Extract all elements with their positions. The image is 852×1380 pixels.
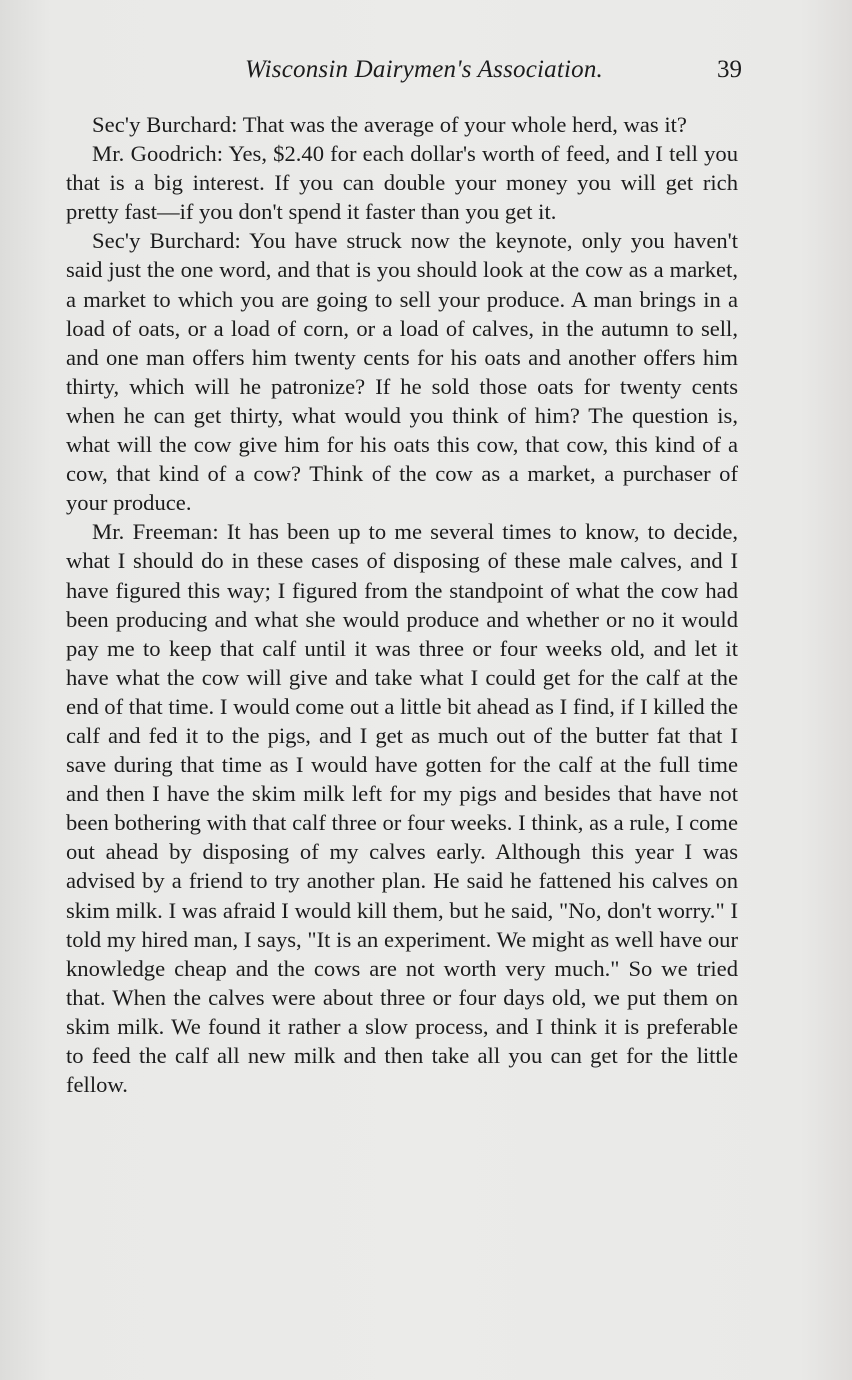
page-header [66,56,742,92]
paragraph [66,226,738,517]
running-title: Wisconsin Dairymen's Association. [244,56,603,83]
paragraph [66,110,738,139]
speaker-name: Sec'y Burchard: [92,112,238,137]
page-number: 39 [717,56,742,83]
paragraph [66,517,738,1099]
speaker-name: Mr. Goodrich: [92,141,224,167]
paragraph-text: That was the average of your whole herd, was it? [237,112,687,137]
body-text [66,110,738,1099]
speaker-name: Mr. Freeman: [92,519,219,545]
paragraph-text: You have struck now the keynote, only you haven't said just the one word, and that is you should look at the cow as a market, a market to which you are going to sell your produce. A man brings in a load of oats, or a load of corn, or a load of calves, in the autumn to sell, and one man offers him twenty cents for his oats and another offers him thirty, which will he patronize? If he sold those oats for twenty cents when he can get thirty, what would you think of him? The question is, what will the cow give him for his oats this cow, that cow, this kind of a cow, that kind of a cow? Think of the cow as a market, a purchaser of your produce. [66,228,739,516]
paragraph [66,139,738,226]
speaker-name: Sec'y Burchard: [92,228,241,254]
paragraph-text: It has been up to me several times to know, to decide, what I should do in these cases of disposing of these male calves, and I have figured this way; I figured from the standpoint of what the cow had been producing and what she would produce and whether or no it would pay me to keep that calf until it was three or four weeks old, and let it have what the cow will give and take what I could get for the calf at the end of that time. I would come out a little bit ahead as I find, if I killed the calf and fed it to the pigs, and I get as much out of the butter fat that I save during that time as I would have gotten for the calf at the full time and then I have the skim milk left for my pigs and besides that have not been bothering with that calf three or four weeks. I think, as a rule, I come out ahead by disposing of my calves early. Although this year I was advised by a friend to try another plan. He said he fattened his calves on skim milk. I was afraid I would kill them, but he said, "No, don't worry." I told my hired man, I says, "It is an experiment. We might as well have our knowledge cheap and the cows are not worth very much." So we tried that. When the calves were about three or four days old, we put them on skim milk. We found it rather a slow process, and I think it is preferable to feed the calf all new milk and then take all you can get for the little fellow. [66,519,739,1098]
paragraph-text: Yes, $2.40 for each dollar's worth of feed, and I tell you that is a big interest. If you can double your money you will get rich pretty fast—if you don't spend it faster than you get it. [66,141,739,225]
